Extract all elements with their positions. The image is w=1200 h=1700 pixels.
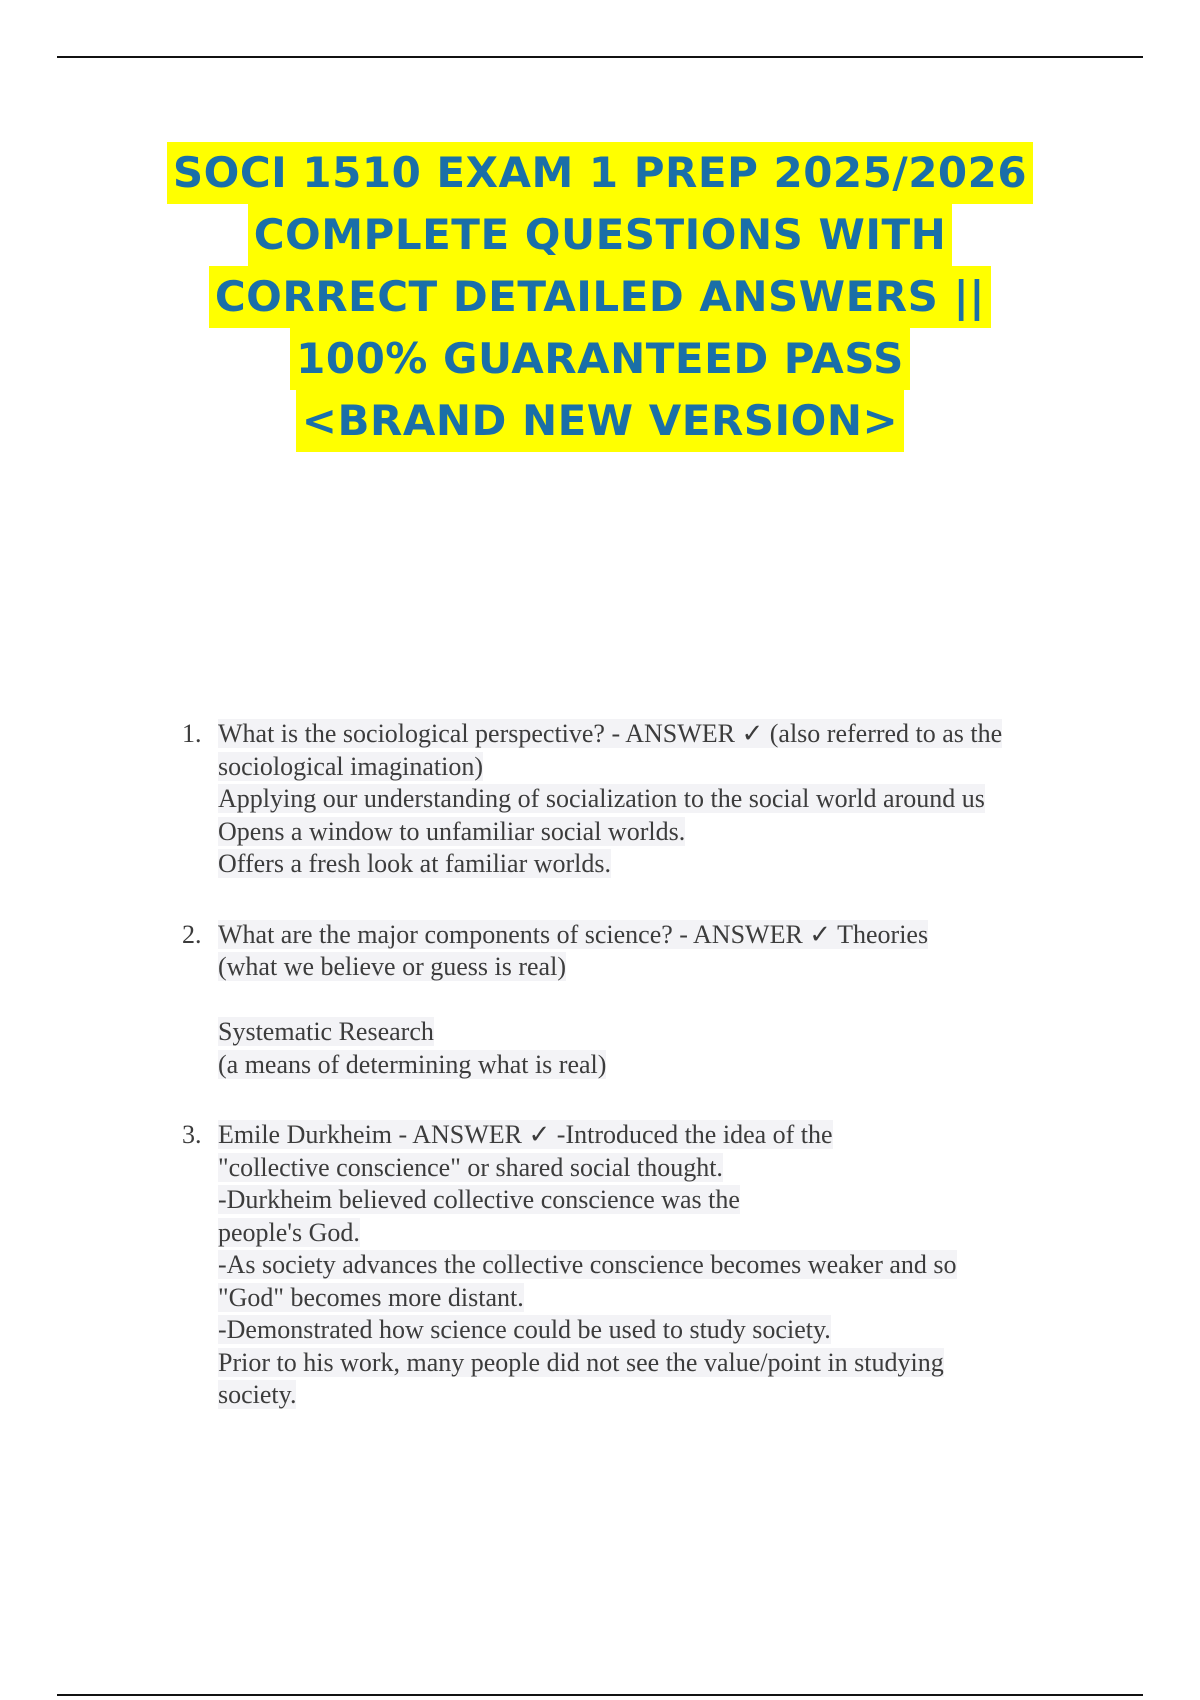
qa-line: "God" becomes more distant. [218,1282,524,1312]
title-line: SOCI 1510 EXAM 1 PREP 2025/2026 [167,142,1033,204]
question-answer-text [218,919,1100,1082]
question-number: 2. [182,919,202,949]
title-line: 100% GUARANTEED PASS [290,328,910,390]
question-number: 3. [182,1120,202,1149]
qa-line: (what we believe or guess is real) [218,952,566,981]
qa-line: people's God. [218,1217,360,1247]
qa-line: What is the sociological perspective? - ANSWER ✓ (also referred to as the [218,719,1003,748]
title-line: CORRECT DETAILED ANSWERS || [209,266,991,328]
question-list [160,718,1100,1450]
footer-rule [57,1694,1143,1696]
qa-line: Offers a fresh look at familiar worlds. [218,849,612,878]
qa-line: -As society advances the collective conscience becomes weaker and so [218,1250,957,1279]
question-answer-text [218,1119,1100,1412]
title-line: COMPLETE QUESTIONS WITH [248,204,953,266]
title-line: <BRAND NEW VERSION> [296,390,904,452]
qa-line: society. [218,1380,297,1409]
qa-line: What are the major components of science? - ANSWER ✓ Theories [218,919,929,949]
question-answer-text [218,718,1100,881]
qa-line: "collective conscience" or shared social thought. [218,1152,723,1182]
question-number: 1. [182,719,202,748]
document-title [80,142,1120,452]
question-item [160,1119,1100,1412]
qa-line: Emile Durkheim - ANSWER ✓ -Introduced the idea of the [218,1120,833,1149]
question-item [160,718,1100,881]
qa-line: (a means of determining what is real) [218,1049,607,1079]
qa-line-blank [218,984,1100,1017]
qa-line: Opens a window to unfamiliar social worlds. [218,816,686,846]
qa-line: Systematic Research [218,1017,434,1046]
qa-line: -Demonstrated how science could be used to study society. [218,1315,831,1344]
qa-line: Applying our understanding of socialization to the social world around us [218,784,985,813]
qa-line: Prior to his work, many people did not see the value/point in studying [218,1347,944,1377]
header-rule [57,56,1143,58]
qa-line: sociological imagination) [218,751,483,781]
qa-line: -Durkheim believed collective conscience was the [218,1185,740,1214]
question-item [160,919,1100,1082]
